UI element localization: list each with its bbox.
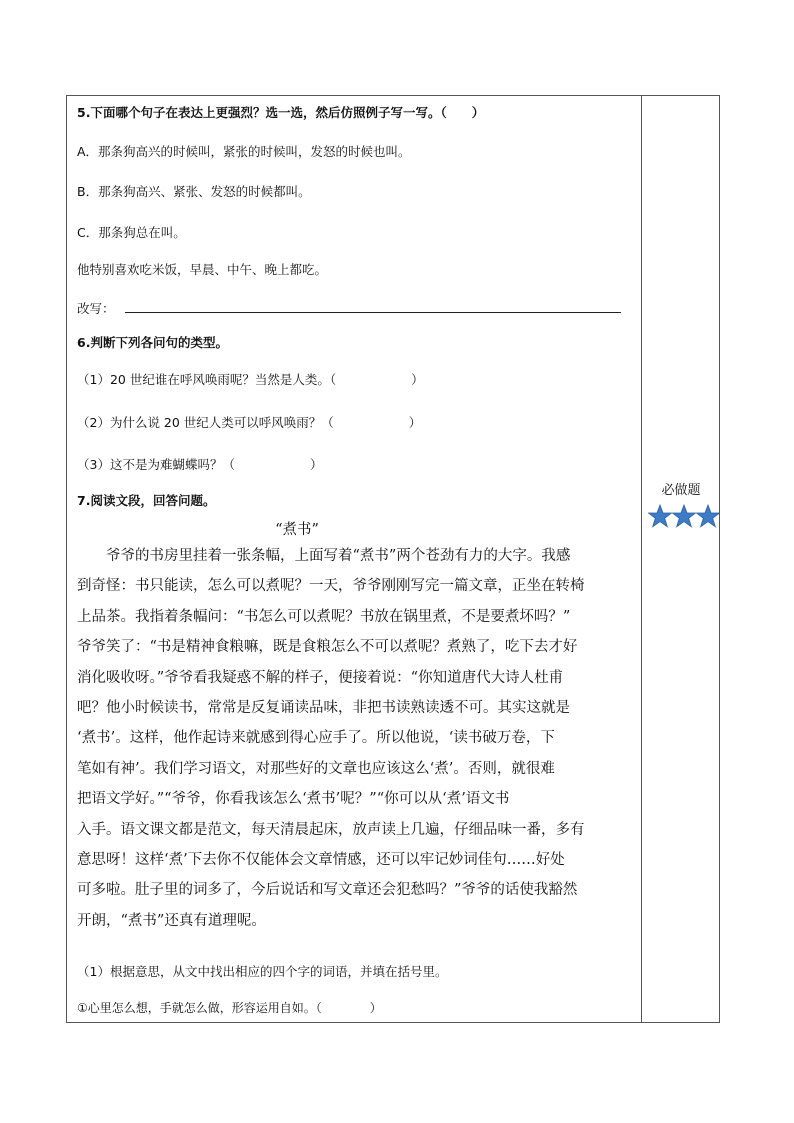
q5-title: 5.下面哪个句子在表达上更强烈？选一选，然后仿照例子写一写。（ ）	[77, 105, 485, 120]
passage-title: “煮书”	[275, 522, 319, 538]
passage-line: ‘煮书’。这样，他作起诗来就感到得心应手了。所以他说，‘读书破万卷，下	[77, 730, 555, 747]
passage-line: 入手。语文课文都是范文，每天清晨起床，放声读上几遍，仔细品味一番，多有	[77, 821, 585, 838]
q7-sub1: （1）根据意思，从文中找出相应的四个字的词语，并填在括号里。	[77, 964, 448, 979]
passage-line: 把语文学好。”“爷爷，你看我该怎么‘煮书’呢？”“你可以从‘煮’语文书	[77, 791, 510, 808]
q7-title: 7.阅读文段，回答问题。	[77, 493, 216, 508]
category-column	[642, 96, 720, 1022]
rewrite-answer-line[interactable]	[125, 302, 621, 313]
q5-option-a: A．那条狗高兴的时候叫，紧张的时候叫，发怒的时候也叫。	[77, 144, 411, 159]
passage-line: 意思呀！这样‘煮’下去你不仅能体会文章情感，还可以牢记妙词佳句……好处	[77, 852, 565, 868]
q5-example: 他特别喜欢吃米饭，早晨、中午、晚上都吃。	[77, 262, 328, 277]
passage-line: 吧？他小时候读书，常常是反复诵读品味，非把书读熟读透不可。其实这就是	[77, 700, 570, 716]
question-column	[77, 96, 633, 1022]
passage-line: 开朗，“煮书”还真有道理呢。	[77, 912, 266, 929]
q7-sub1-item1: ①心里怎么想，手就怎么做，形容运用自如。（ ）	[77, 1001, 382, 1015]
passage-line: 可多啦。肚子里的词多了，今后说话和写文章还会犯愁吗？”爷爷的话使我豁然	[77, 882, 578, 899]
star-icon	[696, 504, 720, 528]
passage-line: 爷爷的书房里挂着一张条幅，上面写着“煮书”两个苍劲有力的大字。我感	[77, 548, 571, 564]
star-icon	[648, 504, 672, 528]
passage-line: 到奇怪：书只能读，怎么可以煮呢？一天，爷爷刚刚写完一篇文章，正坐在转椅	[77, 578, 585, 595]
passage-line: 爷爷笑了：“书是精神食粮嘛，既是食粮怎么不可以煮呢？煮熟了，吃下去才好	[77, 639, 578, 656]
q6-item-2: （2）为什么说 20 世纪人类可以呼风唤雨？（ ）	[77, 415, 422, 430]
passage-line: 上品茶。我指着条幅问：“书怎么可以煮呢？书放在锅里煮，不是要煮坏吗？”	[77, 608, 571, 625]
difficulty-stars	[648, 504, 720, 528]
q6-title: 6.判断下列各问句的类型。	[77, 335, 228, 350]
q5-option-c: C．那条狗总在叫。	[77, 225, 186, 240]
star-icon	[672, 504, 696, 528]
worksheet-table	[66, 95, 720, 1023]
passage-line: 消化吸收呀。”爷爷看我疑惑不解的样子，便接着说：“你知道唐代大诗人杜甫	[77, 669, 564, 686]
passage-line: 笔如有神’。我们学习语文，对那些好的文章也应该这么‘煮’。否则，就很难	[77, 760, 555, 777]
required-label: 必做题	[661, 483, 701, 498]
rewrite-label: 改写：	[77, 301, 115, 316]
q5-option-b: B．那条狗高兴、紧张、发怒的时候都叫。	[77, 184, 311, 199]
q6-item-1: （1）20 世纪谁在呼风唤雨呢？当然是人类。（ ）	[77, 372, 424, 387]
q6-item-3: （3）这不是为难蝴蝶吗？（ ）	[77, 457, 323, 472]
q5-rewrite	[77, 299, 621, 317]
